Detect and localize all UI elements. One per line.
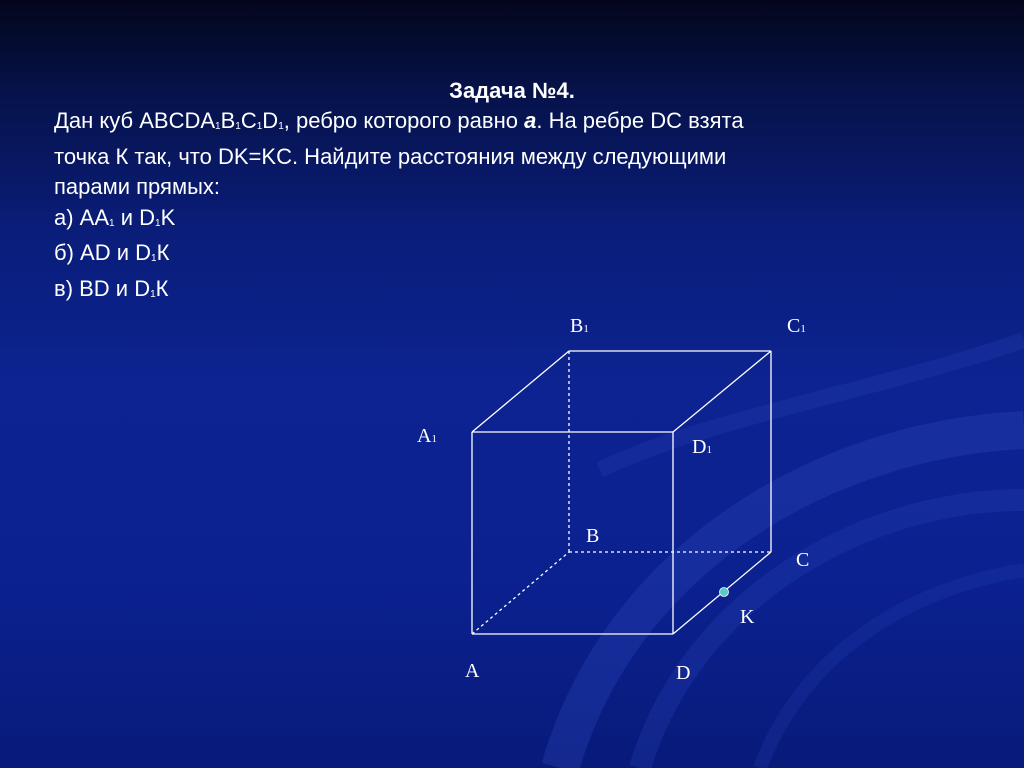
- label-b: B: [586, 525, 600, 547]
- point-k: [720, 588, 729, 597]
- task-item-a: а) АА1 и D1K: [54, 204, 176, 230]
- task-line-2: точка К так, что DK=KC. Найдите расстояния между следующими: [54, 143, 727, 169]
- label-d: D: [676, 662, 691, 684]
- task-line-1: Дан куб ABCDA1B1C1D1, ребро которого равно a. На ребре DC взята: [54, 108, 744, 133]
- task-item-b: б) AD и D1К: [54, 240, 170, 265]
- label-k: K: [740, 606, 755, 628]
- label-c: C: [796, 549, 810, 571]
- task-item-c: в) BD и D1К: [54, 275, 169, 301]
- label-d1: D1: [692, 436, 712, 458]
- label-c1: C1: [787, 315, 806, 337]
- label-a1: A1: [417, 425, 437, 447]
- edge-c1-d1: [673, 351, 771, 432]
- task-title: Задача №4.: [449, 78, 575, 103]
- label-a: A: [465, 660, 480, 682]
- task-line-3: парами прямых:: [54, 174, 221, 199]
- edge-a1-b1: [472, 351, 569, 432]
- label-b1: B1: [570, 315, 589, 337]
- edge-a-b-hidden: [472, 552, 569, 634]
